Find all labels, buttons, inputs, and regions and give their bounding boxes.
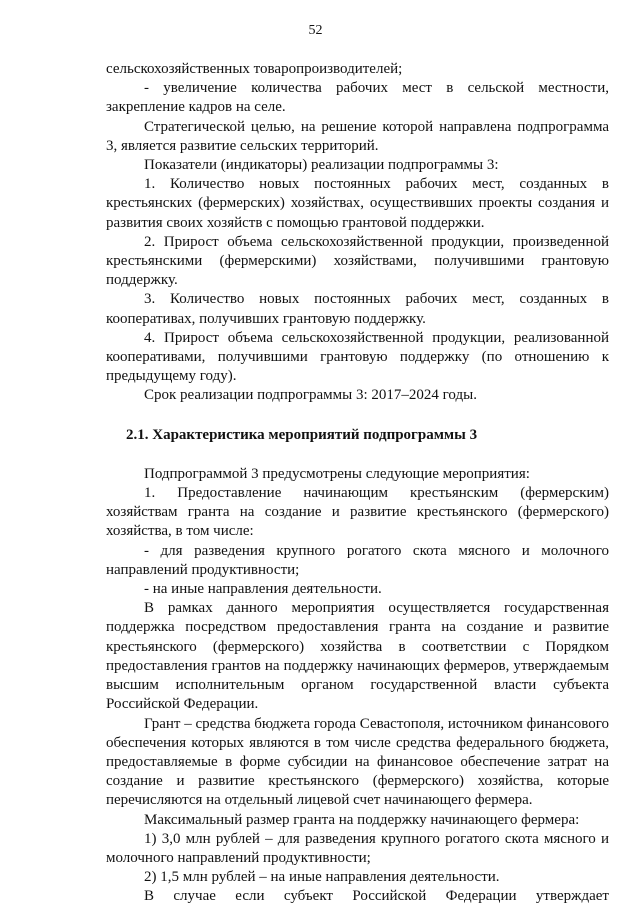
paragraph: В случае если субъект Российской Федерации утверждает (144, 888, 609, 905)
paragraph: Показатели (индикаторы) реализации подпрограммы 3: (144, 157, 499, 174)
paragraph: Подпрограммой 3 предусмотрены следующие мероприятия: (144, 465, 530, 482)
paragraph: 2) 1,5 млн рублей – на иные направления деятельности. (144, 869, 500, 886)
paragraph: - для разведения крупного рогатого скота мясного и молочного направлений продуктивности; (106, 542, 609, 578)
paragraph: 2. Прирост объема сельскохозяйственной продукции, произведенной крестьянскими (фермерскими) хозяйствами, получившими грантовую поддержку. (106, 233, 609, 289)
paragraph: Максимальный размер гранта на поддержку начинающего фермера: (144, 811, 580, 828)
document-body (106, 60, 609, 907)
paragraph: - на иные направления деятельности. (144, 581, 382, 598)
paragraph: сельскохозяйственных товаропроизводителей; (106, 61, 403, 77)
paragraph: 1. Количество новых постоянных рабочих мест, созданных в крестьянских (фермерских) хозяйствах, осуществивших проекты создания и развития своих хозяйств с помощью грантовой поддержки. (106, 176, 609, 231)
paragraph: Срок реализации подпрограммы 3: 2017–2024 годы. (144, 387, 477, 404)
paragraph: 3. Количество новых постоянных рабочих мест, созданных в кооперативах, получивших грантовую поддержку. (106, 291, 609, 327)
section-heading: 2.1. Характеристика мероприятий подпрограммы 3 (126, 426, 478, 443)
paragraph: - увеличение количества рабочих мест в сельской местности, закрепление кадров на селе. (106, 80, 609, 116)
page-number: 52 (308, 23, 323, 38)
paragraph: 4. Прирост объема сельскохозяйственной продукции, реализованной кооперативами, получившими грантовую поддержку (по отношению к предыдущему году). (106, 329, 609, 385)
paragraph: В рамках данного мероприятия осуществляется государственная поддержка посредством предоставления гранта на создание и развитие крестьянского (фермерского) хозяйства в соответствии с Порядком предоставления грантов на поддержку начинающих фермеров, утверждаемым высшим исполнительным органом государственной власти субъекта Российской Федерации. (106, 600, 609, 713)
paragraphs-after-heading (106, 465, 609, 907)
paragraphs-before-heading (106, 60, 609, 406)
paragraph: Стратегической целью, на решение которой направлена подпрограмма 3, является развитие сельских территорий. (106, 118, 609, 154)
paragraph: Грант – средства бюджета города Севастополя, источником финансового обеспечения которых являются в том числе средства федерального бюджета, предоставляемые в форме субсидии на финансовое обеспечение затрат на создание и развитие крестьянского (фермерского) хозяйства, которые перечисляются на отдельный лицевой счет начинающего фермера. (106, 715, 610, 809)
paragraph: 1) 3,0 млн рублей – для разведения крупного рогатого скота мясного и молочного направлений продуктивности; (106, 830, 609, 866)
paragraph: 1. Предоставление начинающим крестьянским (фермерским) хозяйствам гранта на создание и развитие крестьянского (фермерского) хозяйства, в том числе: (106, 485, 609, 540)
